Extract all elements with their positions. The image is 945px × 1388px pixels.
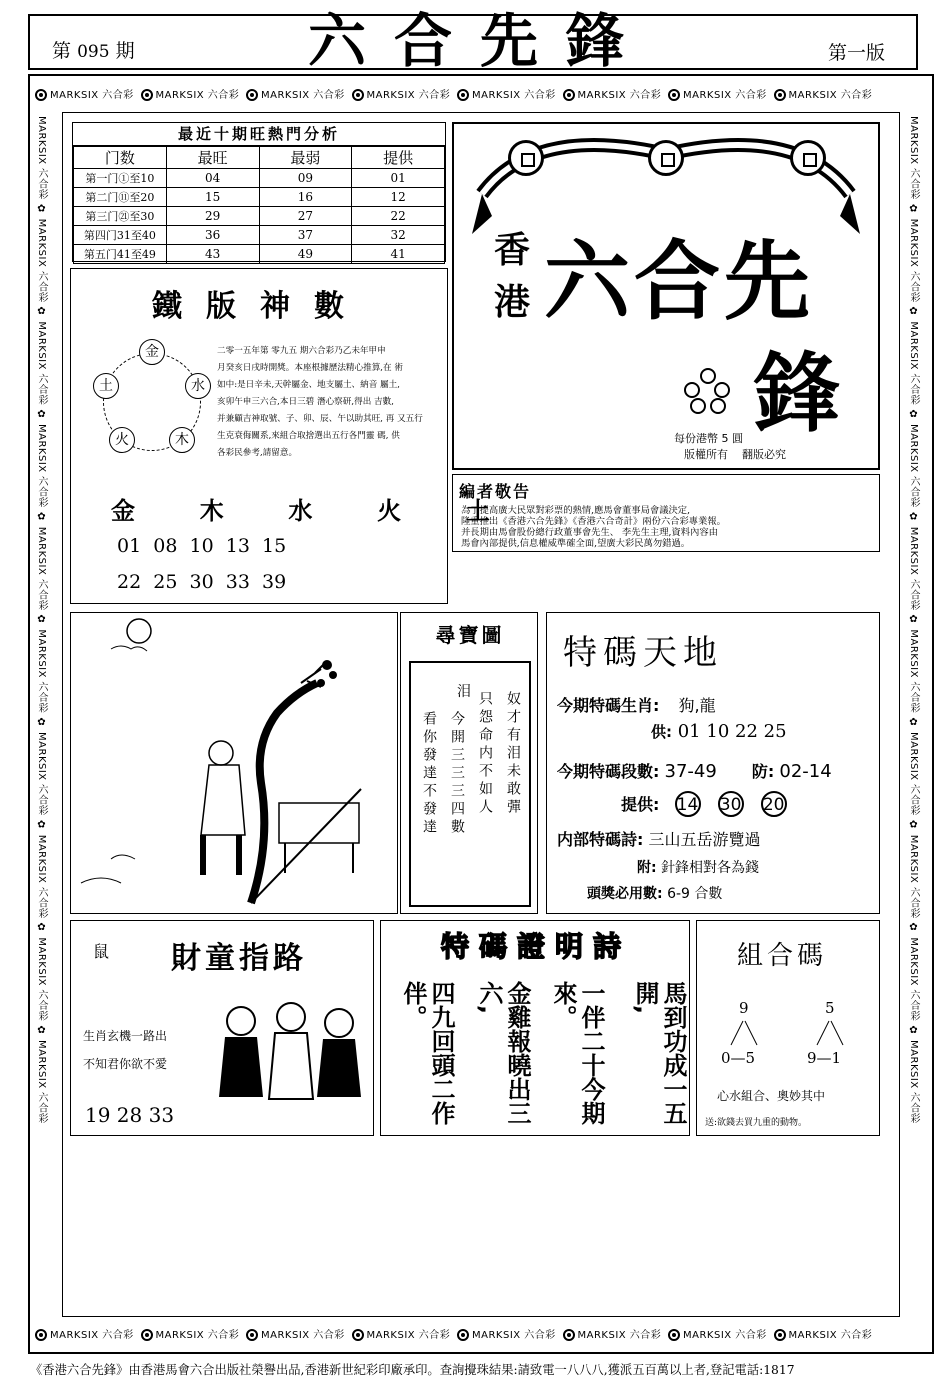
tigong-number: 30 <box>718 791 744 817</box>
treasure-panel <box>400 612 538 914</box>
treasure-column-2: 只怨命内不如人 <box>477 691 493 817</box>
coin-icon <box>790 140 826 176</box>
treasure-column-4: 看你發達不發達 <box>421 711 437 837</box>
combo-left-lines <box>727 1019 777 1049</box>
toujiang-line: 頭獎必用數: 6-9 合數 <box>587 886 723 902</box>
bottom-marksix-strip: MARKSIX 六合彩 MARKSIX 六合彩 MARKSIX 六合彩 MARKSIX 六合彩 MARKSIX 六合彩 MARKSIX 六合彩 MARKSIX 六合彩 MARKSIX 六合彩 <box>32 1326 932 1341</box>
shengxiao-line: 今期特碼生肖: 狗,龍 <box>557 696 716 715</box>
notice-panel <box>452 474 880 552</box>
flower-icon <box>774 89 786 101</box>
gong-line: 供: 01 10 22 25 <box>651 721 787 742</box>
duanshu-value: 37-49 <box>664 761 717 782</box>
hot-analysis-panel <box>72 122 446 262</box>
tigong-number: 14 <box>675 791 701 817</box>
element-metal: 金 <box>139 339 165 365</box>
duanshu-line: 今期特碼段數: 37-49 防: 02-14 <box>557 761 832 782</box>
combo-right-top: 5 <box>825 999 835 1017</box>
flower-icon <box>352 89 364 101</box>
logo-main-text: 六合先 <box>544 232 814 332</box>
caitong-line2: 不知君你欲不愛 <box>83 1057 168 1071</box>
poem-column-3: 金雞報曉出三六, <box>475 981 531 1125</box>
tieban-numbers-row1: 01 08 10 13 15 <box>117 535 287 557</box>
tigong-line: 提供: 14 30 20 <box>621 791 799 817</box>
poem-value: 三山五岳游覽過 <box>648 830 761 849</box>
combo-title: 組合碼 <box>737 941 828 971</box>
fu-value: 針鋒相對各為錢 <box>661 860 760 876</box>
poem-line: 内部特碼詩: 三山五岳游覽過 <box>557 830 761 849</box>
coin-icon <box>508 140 544 176</box>
fang-value: 02-14 <box>779 761 832 782</box>
tieban-elements-row: 金 木 水 火 土 <box>111 497 506 525</box>
table-row: 第五门41至49 43 49 41 <box>74 245 445 264</box>
flower-icon <box>668 89 680 101</box>
table-row: 第三门㉑至30 29 27 22 <box>74 207 445 226</box>
element-fire: 火 <box>109 427 135 453</box>
combo-caption: 心水組合、奧妙其中 <box>717 1089 826 1103</box>
toujiang-value: 6-9 合數 <box>667 886 723 902</box>
poem-column-1: 馬到功成一五開, <box>631 981 687 1125</box>
children-illustration <box>201 991 371 1121</box>
combo-note: 送:欲錢去買九重的動物。 <box>705 1118 808 1128</box>
flower-icon <box>35 89 47 101</box>
caitong-line1: 生肖玄機一路出 <box>83 1029 168 1043</box>
proof-poem-title: 特碼證明詩 <box>440 930 631 963</box>
coin-icon <box>648 140 684 176</box>
combo-right-lines <box>813 1019 863 1049</box>
element-water: 水 <box>185 373 211 399</box>
flower-icon <box>35 1329 47 1341</box>
treasure-top-char: 泪 <box>457 684 471 700</box>
logo-price: 每份港幣 5 圓 <box>674 432 743 445</box>
tigong-number: 20 <box>761 791 787 817</box>
treasure-title: 尋寶圖 <box>435 623 505 647</box>
logo-region-bottom: 港 <box>494 282 531 323</box>
flower-icon <box>352 1329 364 1341</box>
logo-feng: 鋒 <box>754 344 840 444</box>
gong-value: 01 10 22 25 <box>677 721 787 742</box>
notice-title: 編者敬告 <box>459 482 532 501</box>
caitong-shengxiao: 鼠 <box>93 942 110 961</box>
caitong-numbers: 19 28 33 <box>85 1103 175 1127</box>
flower-icon <box>774 1329 786 1341</box>
top-marksix-strip: MARKSIX 六合彩 MARKSIX 六合彩 MARKSIX 六合彩 MARKSIX 六合彩 MARKSIX 六合彩 MARKSIX 六合彩 MARKSIX 六合彩 MARKSIX 六合彩 <box>32 86 932 101</box>
poem-column-2: 一伴二十今期來。 <box>549 981 605 1125</box>
boy-with-tree-illustration <box>71 613 397 913</box>
proof-poem-panel <box>380 920 690 1136</box>
tieban-numbers-row2: 22 25 30 33 39 <box>117 571 287 593</box>
caitong-panel <box>70 920 374 1136</box>
table-header-row: 门数 最旺 最弱 提供 <box>74 147 445 169</box>
page-title: 六合先鋒 <box>307 7 652 75</box>
logo-copyright: 版權所有 翻版必究 <box>684 448 786 461</box>
flower-icon <box>141 1329 153 1341</box>
poem-column-4: 四九回頭二作伴。 <box>399 981 455 1125</box>
hot-analysis-table <box>73 146 445 264</box>
flower-icon <box>668 1329 680 1341</box>
combo-panel <box>696 920 880 1136</box>
table-row: 第二门⑪至20 15 16 12 <box>74 188 445 207</box>
five-elements-diagram <box>89 337 215 465</box>
boy-illustration-panel <box>70 612 398 914</box>
flower-icon <box>457 1329 469 1341</box>
table-row: 第一门①至10 04 09 01 <box>74 169 445 188</box>
shengxiao-value: 狗,龍 <box>678 696 716 715</box>
left-marksix-strip: MARKSIX 六合彩 ✿ MARKSIX 六合彩 ✿ MARKSIX 六合彩 ✿ MARKSIX 六合彩 ✿ MARKSIX 六合彩 ✿ MARKSIX 六合彩 ✿ MARKSIX 六合彩 ✿ MARKSIX 六合彩 ✿ MARKSIX 六合彩 ✿ MARKSIX 六合彩 <box>36 116 47 1124</box>
caitong-title: 財童指路 <box>171 941 307 976</box>
combo-left-top: 9 <box>739 999 749 1017</box>
flower-icon <box>246 89 258 101</box>
combo-left-bottom: 0—5 <box>721 1049 756 1067</box>
tema-title: 特碼天地 <box>563 633 723 673</box>
right-marksix-strip: MARKSIX 六合彩 ✿ MARKSIX 六合彩 ✿ MARKSIX 六合彩 ✿ MARKSIX 六合彩 ✿ MARKSIX 六合彩 ✿ MARKSIX 六合彩 ✿ MARKSIX 六合彩 ✿ MARKSIX 六合彩 ✿ MARKSIX 六合彩 ✿ MARKSIX 六合彩 <box>908 116 919 1124</box>
tieban-text: 二零一五年第 零九五 期六合彩乃乙未年甲申 月癸亥日戌時開獎。本座根據歷法精心推算,在 術 如中:是日辛未,天幹屬金、地支屬土、納音 屬土, 亥卯午申三六合,本日三碧 潛心察研,得出 吉數, 并兼顧吉神取號、子、卯、辰、午以助其旺, 再 又五行 生克衰侮關系,來組合取捨選出五行各門靈 碼, 供 各彩民參考,請留意。 <box>217 346 423 458</box>
treasure-column-3: 今開三三三四數 <box>449 711 465 837</box>
table-row: 第四门31至40 36 37 32 <box>74 226 445 245</box>
element-wood: 木 <box>169 427 195 453</box>
issue-label: 第 095 期 <box>52 40 135 62</box>
flower-icon <box>563 89 575 101</box>
flower-icon <box>563 1329 575 1341</box>
hot-analysis-title: 最近十期旺熱門分析 <box>73 123 445 146</box>
edition-label: 第一版 <box>828 42 886 64</box>
fu-line: 附: 針鋒相對各為錢 <box>637 860 760 876</box>
logo-region-top: 香 <box>494 230 531 271</box>
flower-icon <box>457 89 469 101</box>
tieban-title: 鐵版神數 <box>152 289 368 324</box>
treasure-column-1: 奴才有泪未敢彈 <box>505 691 521 817</box>
flower-icon <box>246 1329 258 1341</box>
combo-right-bottom: 9—1 <box>807 1049 842 1067</box>
calendar-frame <box>409 661 531 907</box>
footer-text: 《香港六合先鋒》由香港馬會六合出版社榮譽出品,香港新世紀彩印廠承印。查詢攪珠結果:請致電一八八八,獲派五百萬以上者,登記電話:1817 <box>30 1363 795 1377</box>
issue-number: 095 <box>77 42 110 62</box>
tema-panel <box>546 612 880 914</box>
notice-text: 為了提高廣大民眾對彩票的熱情,應馬會董事局會議決定, 隆重推出《香港六合先鋒》《香港六合奇計》兩份六合彩專業報。 并長期由馬會股份總行政董事會先生、 李先生主理,資料內容由 馬會內部提供,信息權威準確全面,望廣大彩民萬勿錯過。 <box>461 505 726 549</box>
flower-logo-icon <box>684 368 728 412</box>
flower-icon <box>141 89 153 101</box>
logo-panel <box>452 122 880 470</box>
element-earth: 土 <box>93 373 119 399</box>
